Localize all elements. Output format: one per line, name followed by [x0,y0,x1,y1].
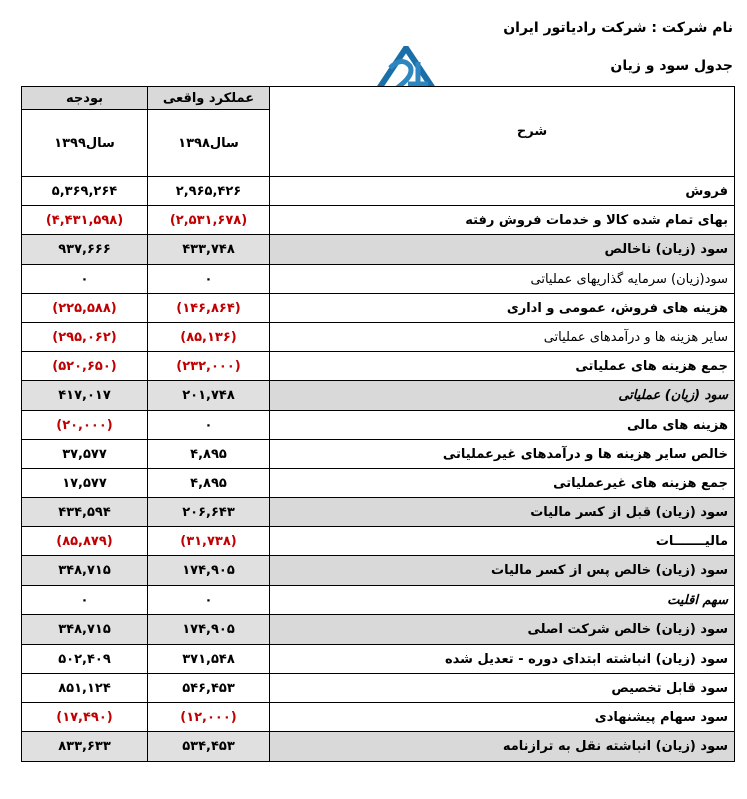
table-row [22,586,735,615]
row-label: سود (زیان) ناخالص [270,235,735,265]
table-row [22,469,735,498]
budget-cell: (۲۹۵,۰۶۲) [22,323,148,352]
row-label: مالیـــــــات [270,527,735,556]
description-header-label: شرح [516,124,548,139]
company-name: نام شرکت : شرکت رادیاتور ایران [503,20,733,36]
row-label: سایر هزینه ها و درآمدهای عملیاتی [270,323,735,352]
actual-column-header: عملکرد واقعی [148,87,270,110]
table-row [22,381,735,411]
row-label: سود (زیان) انباشته نقل به ترازنامه [270,732,735,762]
description-column-header [270,87,735,177]
actual-cell: ۴,۸۹۵ [148,440,270,469]
budget-year: سال۱۳۹۹ [22,110,148,177]
row-label: سود سهام پیشنهادی [270,703,735,732]
actual-cell: ۰ [148,586,270,615]
actual-cell: ۱۷۴,۹۰۵ [148,556,270,586]
actual-cell: (۱۴۶,۸۶۴) [148,294,270,323]
actual-cell: ۱۷۴,۹۰۵ [148,615,270,645]
actual-cell: ۵۴۶,۴۵۳ [148,674,270,703]
table-row [22,206,735,235]
actual-cell: ۲۰۶,۶۴۳ [148,498,270,527]
table-row [22,265,735,294]
budget-cell: ۰ [22,586,148,615]
budget-cell: ۸۵۱,۱۲۴ [22,674,148,703]
budget-cell: ۰ [22,265,148,294]
row-label: سود (زیان) عملیاتی [270,381,735,411]
actual-cell: ۰ [148,411,270,440]
budget-cell: (۱۷,۴۹۰) [22,703,148,732]
row-label: سود (زیان) انباشته ابتدای دوره - تعدیل شده [270,645,735,674]
actual-cell: ۲۰۱,۷۴۸ [148,381,270,411]
table-row [22,674,735,703]
row-label: جمع هزینه های عملیاتی [270,352,735,381]
actual-cell: ۴۳۳,۷۴۸ [148,235,270,265]
actual-cell: (۱۲,۰۰۰) [148,703,270,732]
budget-cell: ۳۴۸,۷۱۵ [22,556,148,586]
row-label: سود(زیان) سرمایه گذاریهای عملیاتی [270,265,735,294]
row-label: خالص سایر هزینه ها و درآمدهای غیرعملیاتی [270,440,735,469]
actual-cell: (۸۵,۱۳۶) [148,323,270,352]
actual-cell: (۲۳۲,۰۰۰) [148,352,270,381]
row-label: بهای تمام شده کالا و خدمات فروش رفته [270,206,735,235]
row-label: سود قابل تخصیص [270,674,735,703]
actual-cell: ۵۳۴,۴۵۳ [148,732,270,762]
table-row [22,411,735,440]
row-label: فروش [270,177,735,206]
table-row [22,527,735,556]
table-row [22,556,735,586]
budget-column-header: بودجه [22,87,148,110]
row-label: سود (زیان) خالص پس از کسر مالیات [270,556,735,586]
table-row [22,294,735,323]
row-label: جمع هزینه های غیرعملیاتی [270,469,735,498]
actual-cell: (۲,۵۳۱,۶۷۸) [148,206,270,235]
actual-cell: ۳۷۱,۵۴۸ [148,645,270,674]
budget-cell: ۳۴۸,۷۱۵ [22,615,148,645]
budget-cell: (۵۲۰,۶۵۰) [22,352,148,381]
budget-cell: ۹۳۷,۶۶۶ [22,235,148,265]
budget-cell: ۴۳۴,۵۹۴ [22,498,148,527]
row-label: سهم اقلیت [270,586,735,615]
table-row [22,645,735,674]
row-label: هزینه های فروش، عمومی و اداری [270,294,735,323]
actual-cell: ۲,۹۶۵,۴۲۶ [148,177,270,206]
actual-cell: ۰ [148,265,270,294]
table-title: جدول سود و زیان [610,58,733,74]
budget-cell: (۲۰,۰۰۰) [22,411,148,440]
table-row [22,177,735,206]
budget-cell: ۳۷,۵۷۷ [22,440,148,469]
table-row [22,703,735,732]
budget-cell: ۴۱۷,۰۱۷ [22,381,148,411]
table-row [22,732,735,762]
budget-cell: (۲۲۵,۵۸۸) [22,294,148,323]
actual-cell: (۳۱,۷۳۸) [148,527,270,556]
table-row [22,440,735,469]
budget-cell: ۵,۳۶۹,۲۶۴ [22,177,148,206]
budget-cell: ۸۳۳,۶۳۳ [22,732,148,762]
actual-cell: ۴,۸۹۵ [148,469,270,498]
budget-cell: ۵۰۲,۴۰۹ [22,645,148,674]
row-label: سود (زیان) قبل از کسر مالیات [270,498,735,527]
budget-cell: (۴,۴۳۱,۵۹۸) [22,206,148,235]
budget-cell: ۱۷,۵۷۷ [22,469,148,498]
table-row [22,235,735,265]
row-label: سود (زیان) خالص شرکت اصلی [270,615,735,645]
table-row [22,498,735,527]
income-statement-table [21,86,735,762]
row-label: هزینه های مالی [270,411,735,440]
budget-cell: (۸۵,۸۷۹) [22,527,148,556]
table-row [22,615,735,645]
actual-year: سال۱۳۹۸ [148,110,270,177]
table-row [22,352,735,381]
table-row [22,323,735,352]
